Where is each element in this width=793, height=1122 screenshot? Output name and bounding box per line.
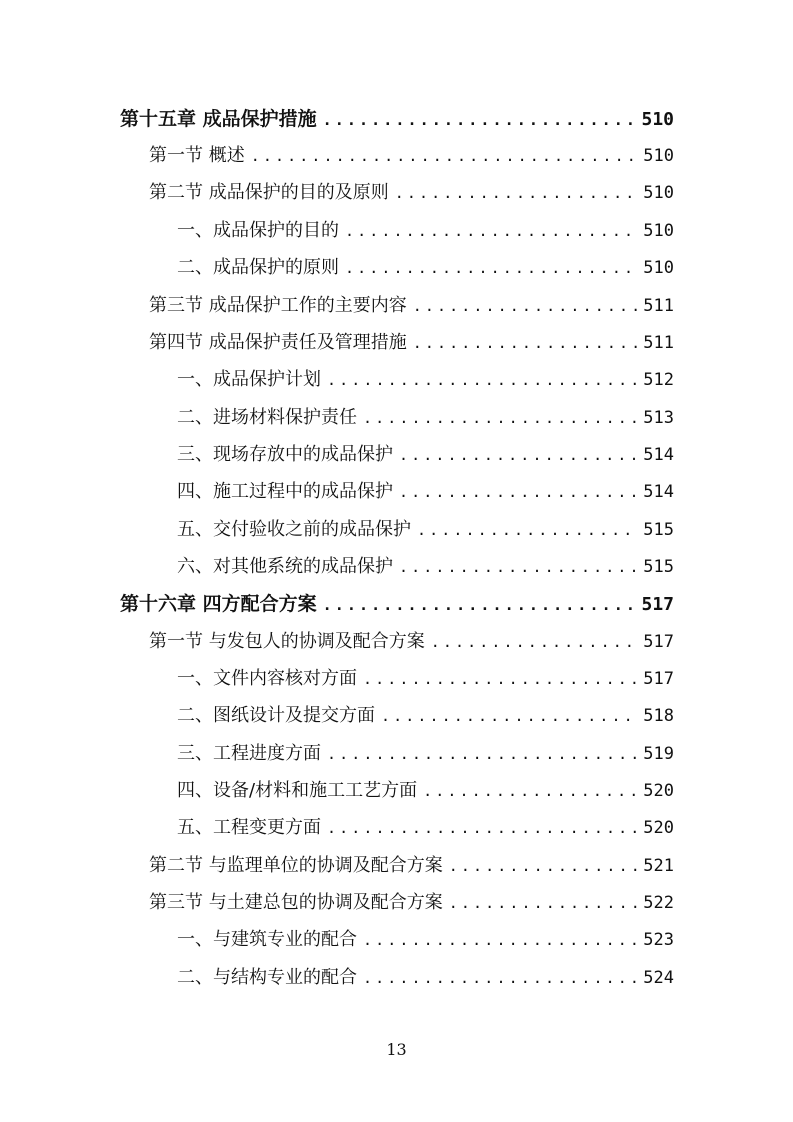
toc-entry-title: 第一节 与发包人的协调及配合方案: [149, 631, 425, 652]
toc-entry-page: 522: [643, 893, 674, 913]
toc-entry-page: 524: [643, 968, 674, 988]
toc-entry-item[interactable]: [177, 477, 674, 507]
toc-entry-page: 510: [643, 146, 674, 166]
toc-dot-leader: [399, 440, 637, 470]
toc-entry-title: 第二节 与监理单位的协调及配合方案: [149, 855, 443, 876]
toc-dot-leader: [363, 403, 637, 433]
toc-entry-title: 第二节 成品保护的目的及原则: [149, 182, 389, 203]
toc-entry-section[interactable]: [149, 627, 674, 657]
toc-entry-title: 三、现场存放中的成品保护: [177, 444, 393, 465]
toc-entry-page: 510: [643, 258, 674, 278]
toc-dot-leader: [363, 664, 637, 694]
toc-entry-title: 一、成品保护计划: [177, 369, 321, 390]
toc-entry-section[interactable]: [149, 888, 674, 918]
toc-entry-item[interactable]: [177, 776, 674, 806]
toc-entry-page: 520: [643, 781, 674, 801]
toc-entry-page: 515: [643, 520, 674, 540]
toc-dot-leader: [327, 813, 637, 843]
toc-entry-page: 511: [643, 296, 674, 316]
toc-entry-title: 二、成品保护的原则: [177, 257, 339, 278]
toc-entry-item[interactable]: [177, 963, 674, 993]
toc-entry-section[interactable]: [149, 141, 674, 171]
toc-dot-leader: [345, 253, 637, 283]
toc-entry-item[interactable]: [177, 925, 674, 955]
toc-dot-leader: [417, 515, 637, 545]
toc-entry-page: 520: [643, 818, 674, 838]
toc-entry-item[interactable]: [177, 552, 674, 582]
toc-entry-page: 514: [643, 445, 674, 465]
toc-entry-page: 521: [643, 856, 674, 876]
toc-entry-title: 五、工程变更方面: [177, 817, 321, 838]
toc-entry-page: 514: [643, 482, 674, 502]
toc-entry-item[interactable]: [177, 440, 674, 470]
toc-entry-title: 第三节 与土建总包的协调及配合方案: [149, 892, 443, 913]
toc-dot-leader: [399, 477, 637, 507]
toc-entry-page: 523: [643, 930, 674, 950]
toc-dot-leader: [323, 105, 636, 135]
toc-entry-chapter[interactable]: [120, 104, 674, 134]
toc-entry-page: 513: [643, 408, 674, 428]
toc-dot-leader: [399, 552, 637, 582]
toc-entry-page: 512: [643, 370, 674, 390]
toc-entry-item[interactable]: [177, 216, 674, 246]
toc-entry-page: 517: [641, 594, 674, 615]
toc-entry-page: 511: [643, 333, 674, 353]
toc-dot-leader: [381, 701, 637, 731]
toc-entry-title: 一、文件内容核对方面: [177, 668, 357, 689]
toc-entry-item[interactable]: [177, 813, 674, 843]
toc-entry-title: 二、进场材料保护责任: [177, 407, 357, 428]
toc-entry-item[interactable]: [177, 739, 674, 769]
toc-entry-title: 四、施工过程中的成品保护: [177, 481, 393, 502]
toc-dot-leader: [413, 328, 638, 358]
toc-dot-leader: [345, 216, 637, 246]
toc-entry-title: 二、图纸设计及提交方面: [177, 705, 375, 726]
toc-entry-page: 510: [643, 183, 674, 203]
toc-entry-item[interactable]: [177, 701, 674, 731]
toc-dot-leader: [323, 590, 636, 620]
toc-dot-leader: [251, 141, 638, 171]
toc-entry-title: 四、设备/材料和施工工艺方面: [177, 780, 418, 801]
toc-entry-chapter[interactable]: [120, 589, 674, 619]
toc-entry-page: 510: [643, 221, 674, 241]
toc-entry-title: 三、工程进度方面: [177, 743, 321, 764]
toc-entry-section[interactable]: [149, 178, 674, 208]
toc-entry-title: 第三节 成品保护工作的主要内容: [149, 295, 407, 316]
toc-entry-section[interactable]: [149, 291, 674, 321]
toc-entry-page: 519: [643, 744, 674, 764]
toc-dot-leader: [363, 963, 637, 993]
toc-entry-title: 第十五章 成品保护措施: [120, 108, 317, 130]
toc-dot-leader: [327, 739, 637, 769]
toc-entry-page: 510: [641, 109, 674, 130]
toc-dot-leader: [423, 776, 637, 806]
toc-entry-page: 517: [643, 669, 674, 689]
toc-entry-section[interactable]: [149, 328, 674, 358]
toc-entry-page: 518: [643, 706, 674, 726]
toc-entry-item[interactable]: [177, 664, 674, 694]
toc-dot-leader: [395, 178, 638, 208]
toc-dot-leader: [327, 365, 637, 395]
toc-entry-title: 一、与建筑专业的配合: [177, 929, 357, 950]
toc-entry-title: 一、成品保护的目的: [177, 220, 339, 241]
toc-entry-title: 第一节 概述: [149, 145, 245, 166]
page-number: 13: [386, 1040, 407, 1059]
toc-entry-page: 515: [643, 557, 674, 577]
toc-entry-item[interactable]: [177, 515, 674, 545]
toc-entry-item[interactable]: [177, 253, 674, 283]
toc-entry-title: 六、对其他系统的成品保护: [177, 556, 393, 577]
toc-entry-page: 517: [643, 632, 674, 652]
toc-entry-item[interactable]: [177, 365, 674, 395]
toc-dot-leader: [363, 925, 637, 955]
toc-dot-leader: [413, 291, 638, 321]
toc-dot-leader: [449, 888, 638, 918]
toc-dot-leader: [431, 627, 638, 657]
toc-entry-title: 五、交付验收之前的成品保护: [177, 519, 411, 540]
toc-dot-leader: [449, 851, 638, 881]
toc-entry-item[interactable]: [177, 403, 674, 433]
toc-entry-section[interactable]: [149, 851, 674, 881]
toc-entry-title: 二、与结构专业的配合: [177, 967, 357, 988]
toc-entry-title: 第四节 成品保护责任及管理措施: [149, 332, 407, 353]
toc-entry-title: 第十六章 四方配合方案: [120, 593, 317, 615]
